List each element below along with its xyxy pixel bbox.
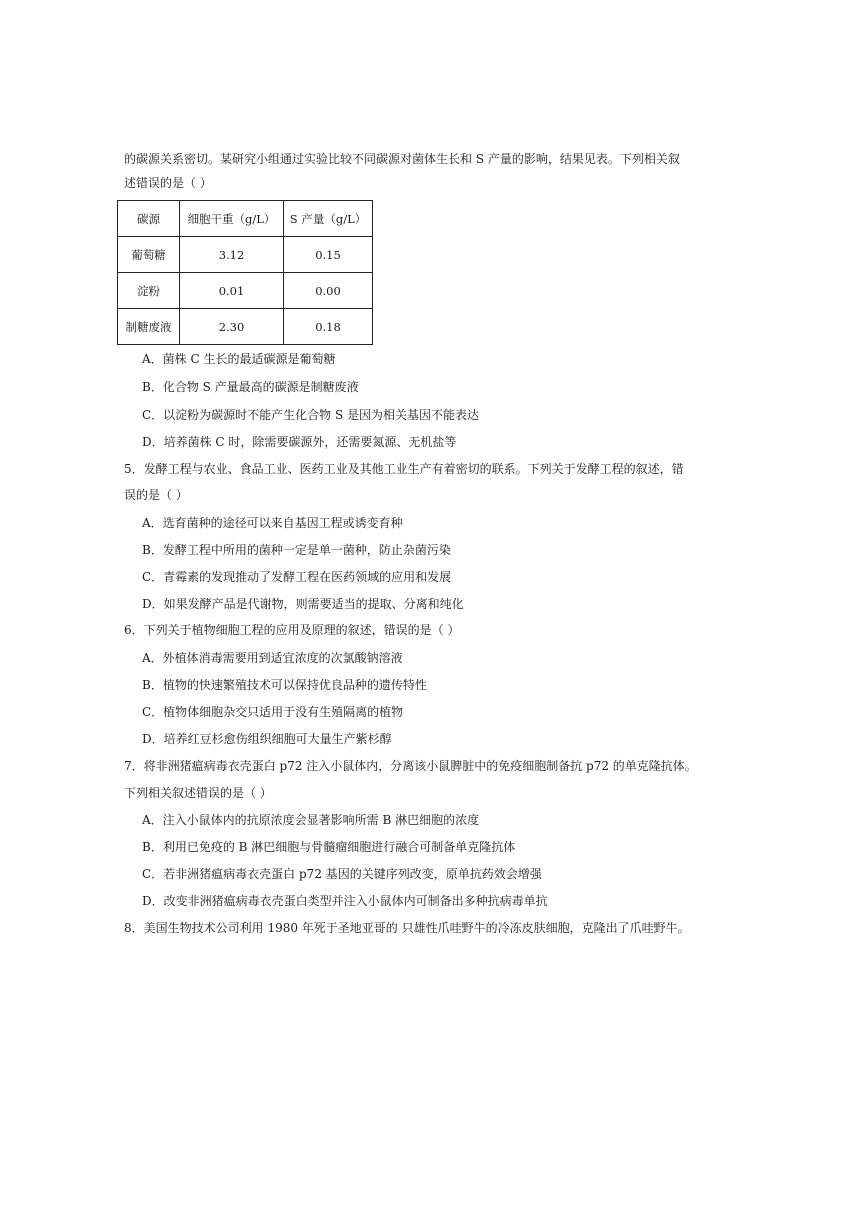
question-7-stem-line-2: 下列相关叙述错误的是（ ） — [124, 786, 272, 800]
table-cell: 2.30 — [180, 309, 284, 345]
q5-option-c: C．青霉素的发现推动了发酵工程在医药领域的应用和发展 — [142, 570, 452, 584]
q6-option-d: D．培养红豆杉愈伤组织细胞可大量生产紫杉醇 — [142, 732, 392, 746]
table-cell: 0.15 — [284, 237, 373, 273]
q5-option-a: A．选育菌种的途径可以来自基因工程或诱变育种 — [142, 516, 403, 530]
question-5-stem-line-2: 误的是（ ） — [124, 488, 188, 502]
table-header-cell: 碳源 — [118, 201, 180, 237]
table-row — [118, 309, 373, 345]
table-row — [118, 273, 373, 309]
table-cell: 葡萄糖 — [118, 237, 180, 273]
q5-option-b: B．发酵工程中所用的菌种一定是单一菌种，防止杂菌污染 — [142, 543, 451, 557]
table-cell: 0.01 — [180, 273, 284, 309]
q5-option-d: D．如果发酵产品是代谢物，则需要适当的提取、分离和纯化 — [142, 597, 464, 611]
question-8-stem: 8．美国生物技术公司利用 1980 年死于圣地亚哥的 只雄性爪哇野牛的冷冻皮肤细胞，克隆出了爪哇野牛。 — [124, 921, 690, 935]
question-7-stem-line-1: 7．将非洲猪瘟病毒衣壳蛋白 p72 注入小鼠体内，分离该小鼠脾脏中的免疫细胞制备抗 p72 的单克隆抗体。 — [124, 759, 697, 773]
question-6-stem: 6．下列关于植物细胞工程的应用及原理的叙述，错误的是（ ） — [124, 623, 460, 637]
table-cell: 制糖废液 — [118, 309, 180, 345]
question-4-intro-line-2: 述错误的是（ ） — [124, 176, 212, 190]
q6-option-c: C．植物体细胞杂交只适用于没有生殖隔离的植物 — [142, 705, 404, 719]
q7-option-d: D．改变非洲猪瘟病毒衣壳蛋白类型并注入小鼠体内可制备出多种抗病毒单抗 — [142, 894, 548, 908]
q4-option-d: D．培养菌株 C 时，除需要碳源外，还需要氮源、无机盐等 — [142, 435, 457, 449]
q7-option-c: C．若非洲猪瘟病毒衣壳蛋白 p72 基因的关键序列改变，原单抗药效会增强 — [142, 867, 542, 881]
table-header-cell: S 产量（g/L） — [284, 201, 373, 237]
table-row — [118, 237, 373, 273]
q6-option-a: A．外植体消毒需要用到适宜浓度的次氯酸钠溶液 — [142, 651, 403, 665]
q4-option-a: A．菌株 C 生长的最适碳源是葡萄糖 — [142, 352, 336, 366]
question-5-stem-line-1: 5．发酵工程与农业、食品工业、医药工业及其他工业生产有着密切的联系。下列关于发酵工程的叙述，错 — [124, 462, 684, 476]
table-header-cell: 细胞干重（g/L） — [180, 201, 284, 237]
q4-option-c: C．以淀粉为碳源时不能产生化合物 S 是因为相关基因不能表达 — [142, 408, 480, 422]
q7-option-a: A．注入小鼠体内的抗原浓度会显著影响所需 B 淋巴细胞的浓度 — [142, 813, 480, 827]
q6-option-b: B．植物的快速繁殖技术可以保持优良品种的遗传特性 — [142, 678, 427, 692]
table-cell: 淀粉 — [118, 273, 180, 309]
carbon-source-table — [117, 200, 373, 345]
table-cell: 3.12 — [180, 237, 284, 273]
q4-option-b: B．化合物 S 产量最高的碳源是制糖废液 — [142, 380, 359, 394]
table-cell: 0.18 — [284, 309, 373, 345]
table-cell: 0.00 — [284, 273, 373, 309]
q7-option-b: B．利用已免疫的 B 淋巴细胞与骨髓瘤细胞进行融合可制备单克隆抗体 — [142, 840, 516, 854]
question-4-intro-line-1: 的碳源关系密切。某研究小组通过实验比较不同碳源对菌体生长和 S 产量的影响，结果见表。下列相关叙 — [124, 152, 680, 166]
table-header-row — [118, 201, 373, 237]
